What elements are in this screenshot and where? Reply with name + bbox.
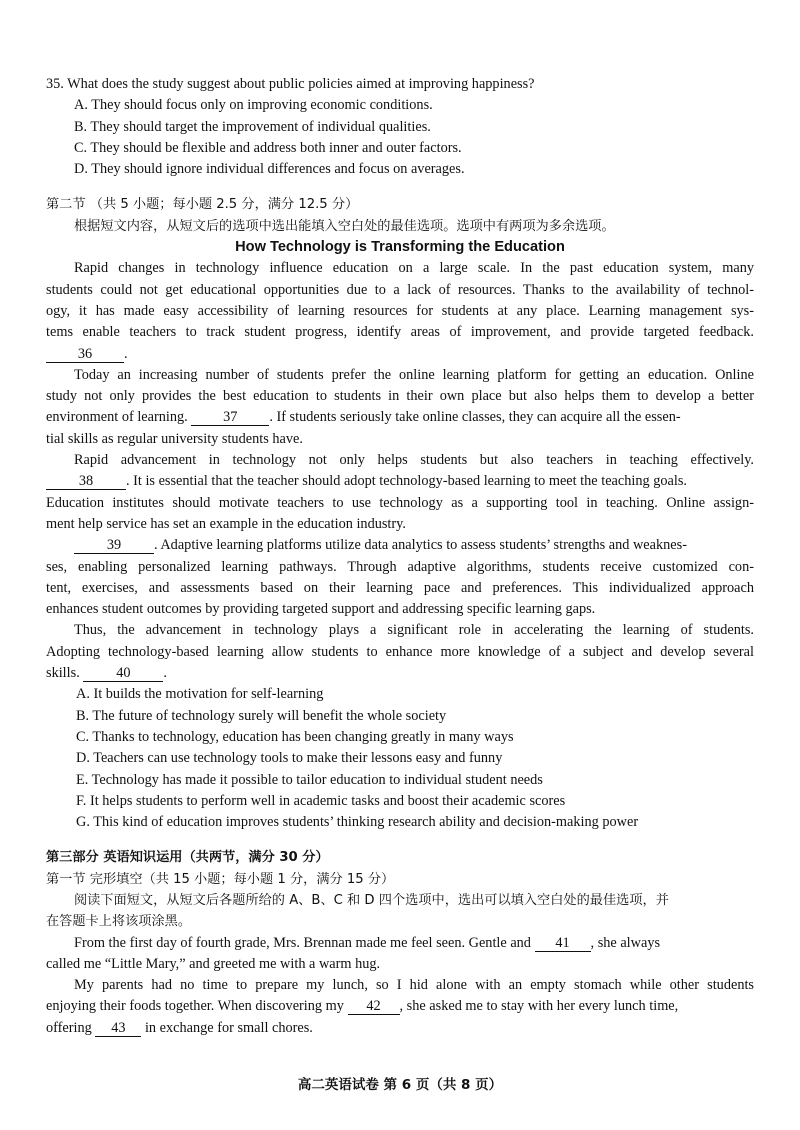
paragraph-line: students could not get educational opportunities due to a lack of resources. Thanks to the availability of technol- — [46, 281, 754, 298]
blank-41[interactable]: 41 — [535, 936, 591, 952]
blank-43[interactable]: 43 — [95, 1021, 141, 1037]
section-instruction-cont: 在答题卡上将该项涂黑。 — [46, 914, 192, 930]
blank-36[interactable]: 36 — [46, 347, 124, 363]
paragraph-line — [46, 996, 754, 1017]
text: environment of learning. — [46, 409, 188, 426]
question-stem: 35. What does the study suggest about public policies aimed at improving happiness? — [46, 76, 535, 92]
text: From the first day of fourth grade, Mrs. Brennan made me feel seen. Gentle and — [74, 934, 531, 951]
paragraph-line: Adopting technology-based learning allow students to enhance more knowledge of a subject and develop several — [46, 643, 754, 660]
paragraph-line: My parents had no time to prepare my lunch, so I hid alone with an empty stomach while other students — [74, 977, 754, 994]
option-c: C. Thanks to technology, education has been changing greatly in many ways — [76, 728, 514, 745]
paragraph-line: Education institutes should motivate teachers to use technology as a supporting tool in teaching. Online assign- — [46, 494, 754, 511]
paragraph-line — [46, 344, 754, 365]
text: enjoying their foods together. When discovering my — [46, 998, 344, 1015]
paragraph-2 — [46, 365, 754, 450]
page-footer: 高二英语试卷 第 6 页（共 8 页） — [297, 1077, 503, 1093]
paragraph-line: tems enable teachers to track student progress, identify areas of improvement, and provide targeted feedback. — [46, 324, 754, 341]
paragraph-line: Rapid changes in technology influence education on a large scale. In the past education system, many — [74, 260, 754, 277]
blank-42[interactable]: 42 — [348, 999, 400, 1015]
option-b: B. The future of technology surely will benefit the whole society — [76, 707, 447, 724]
option-e: E. Technology has made it possible to tailor education to individual student needs — [76, 771, 543, 788]
option-f: F. It helps students to perform well in academic tasks and boost their academic scores — [76, 792, 566, 809]
paragraph-line: ses, enabling personalized learning pathways. Through adaptive algorithms, students receive customized con- — [46, 558, 754, 575]
text: , she asked me to stay with her every lunch time, — [399, 998, 679, 1015]
paragraph-line — [46, 1018, 754, 1039]
text: offering — [46, 1019, 92, 1036]
paragraph-line — [46, 663, 754, 684]
paragraph-line: Thus, the advancement in technology plays a significant role in accelerating the learning of students. — [74, 622, 754, 639]
paragraph-line — [46, 535, 754, 556]
part-3 — [46, 847, 754, 1039]
paragraph-line: enhances student outcomes by providing targeted support and addressing specific learning gaps. — [46, 601, 596, 618]
paragraph-line — [46, 407, 754, 428]
paragraph-line: Today an increasing number of students prefer the online learning platform for getting an education. Online — [74, 366, 754, 383]
paragraph-line: tial skills as regular university students have. — [46, 430, 303, 447]
blank-40[interactable]: 40 — [83, 666, 163, 682]
paragraph-line: ogy, it has made easy accessibility of learning resources for students at any place. Learning management sys- — [46, 302, 754, 319]
paragraph-line: tent, exercises, and assessments based on their learning pace and preferences. This individualized approach — [46, 579, 754, 596]
section-2 — [46, 194, 754, 833]
punctuation: . — [124, 345, 128, 362]
section-header: 第二节 （共 5 小题；每小题 2.5 分，满分 12.5 分） — [46, 197, 359, 213]
text: . Adaptive learning platforms utilize data analytics to assess students’ strengths and weaknes- — [154, 537, 687, 554]
question-35 — [46, 74, 754, 180]
blank-37[interactable]: 37 — [191, 410, 269, 426]
cloze-paragraph-1 — [46, 933, 754, 976]
text: , she always — [590, 934, 661, 951]
cloze-paragraph-2 — [46, 975, 754, 1039]
passage-title: How Technology is Transforming the Education — [235, 239, 565, 256]
option-g: G. This kind of education improves students’ thinking research ability and decision-making power — [76, 814, 639, 831]
option-d: D. Teachers can use technology tools to make their lessons easy and funny — [76, 750, 503, 767]
text: in exchange for small chores. — [144, 1019, 313, 1036]
option-a: A. It builds the motivation for self-learning — [76, 686, 324, 703]
section-instruction: 阅读下面短文，从短文后各题所给的 A、B、C 和 D 四个选项中，选出可以填入空白处的最佳选项，并 — [74, 892, 669, 908]
paragraph-line — [46, 933, 754, 954]
option-d: D. They should ignore individual differences and focus on averages. — [74, 161, 465, 178]
text: . If students seriously take online classes, they can acquire all the essen- — [269, 409, 681, 426]
option-b: B. They should target the improvement of individual qualities. — [74, 118, 431, 135]
exam-page — [46, 74, 754, 1039]
punctuation: . — [163, 665, 167, 682]
text: skills. — [46, 665, 80, 682]
text: . It is essential that the teacher should adopt technology-based learning to meet the teaching goals. — [126, 473, 687, 490]
blank-39[interactable]: 39 — [74, 538, 154, 554]
paragraph-1 — [46, 258, 754, 364]
section-instruction: 根据短文内容，从短文后的选项中选出能填入空白处的最佳选项。选项中有两项为多余选项。 — [74, 218, 615, 234]
part-header: 第三部分 英语知识运用（共两节，满分 30 分） — [46, 850, 329, 866]
paragraph-3 — [46, 450, 754, 535]
blank-38[interactable]: 38 — [46, 474, 126, 490]
paragraph-line: Rapid advancement in technology not only helps students but also teachers in teaching effectively. — [74, 452, 754, 469]
option-c: C. They should be flexible and address both inner and outer factors. — [74, 139, 462, 156]
paragraph-4 — [46, 535, 754, 620]
option-a: A. They should focus only on improving economic conditions. — [74, 97, 433, 114]
section-header: 第一节 完形填空（共 15 小题；每小题 1 分，满分 15 分） — [46, 871, 395, 887]
paragraph-line: study not only provides the best education to students in their own place but also helps them to develop a better — [46, 388, 754, 405]
options-list — [46, 684, 754, 833]
paragraph-line: called me “Little Mary,” and greeted me with a warm hug. — [46, 955, 381, 972]
paragraph-5 — [46, 620, 754, 684]
paragraph-line — [46, 471, 754, 492]
paragraph-line: ment help service has set an example in the education industry. — [46, 515, 406, 532]
